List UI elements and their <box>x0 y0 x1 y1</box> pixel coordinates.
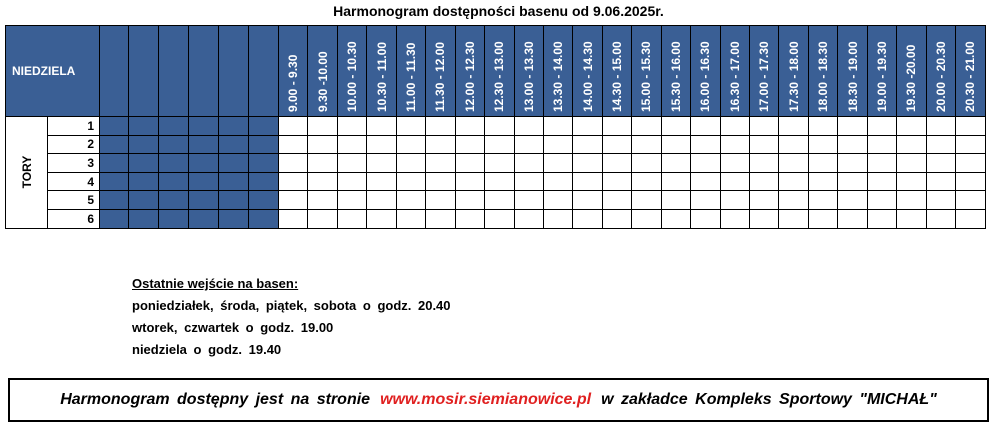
availability-cell <box>926 135 955 154</box>
lane-row <box>6 209 986 228</box>
availability-cell <box>720 191 749 210</box>
availability-cell <box>691 135 720 154</box>
availability-cell <box>926 154 955 173</box>
availability-cell <box>455 135 484 154</box>
time-slot-label: 20.30 - 21.00 <box>963 41 978 112</box>
time-slot-header <box>367 26 396 117</box>
time-slot-label: 12.30 - 13.00 <box>492 41 507 112</box>
notes-line: poniedziałek, środa, piątek, sobota o godz. 20.40 <box>132 298 451 313</box>
time-slot-header <box>956 26 985 117</box>
time-slot-label: 19.30 -20.00 <box>904 44 919 112</box>
time-slot-label: 9.30 -10.00 <box>315 51 330 112</box>
availability-cell <box>279 191 308 210</box>
availability-cell <box>455 117 484 136</box>
availability-cell <box>691 172 720 191</box>
blocked-cell <box>219 117 249 136</box>
availability-cell <box>485 117 514 136</box>
time-slot-header <box>779 26 808 117</box>
blocked-cell <box>219 154 249 173</box>
availability-cell <box>279 209 308 228</box>
availability-cell <box>337 135 366 154</box>
blocked-cell <box>100 172 129 191</box>
availability-cell <box>956 191 985 210</box>
availability-cell <box>720 154 749 173</box>
time-slot-header <box>308 26 337 117</box>
availability-cell <box>632 154 661 173</box>
availability-cell <box>691 191 720 210</box>
blocked-header-cell <box>249 26 279 117</box>
blocked-cell <box>159 135 189 154</box>
availability-cell <box>779 172 808 191</box>
time-slot-label: 14.30 - 15.00 <box>610 41 625 112</box>
availability-cell <box>308 209 337 228</box>
availability-cell <box>279 135 308 154</box>
availability-cell <box>750 209 779 228</box>
time-slot-header <box>455 26 484 117</box>
availability-cell <box>367 135 396 154</box>
lane-row <box>6 135 986 154</box>
availability-cell <box>691 154 720 173</box>
time-slot-header <box>838 26 867 117</box>
availability-cell <box>750 135 779 154</box>
availability-cell <box>779 191 808 210</box>
time-slot-header <box>720 26 749 117</box>
blocked-header-cell <box>129 26 159 117</box>
availability-cell <box>691 209 720 228</box>
availability-cell <box>926 172 955 191</box>
availability-cell <box>396 191 425 210</box>
availability-cell <box>838 117 867 136</box>
blocked-cell <box>129 154 159 173</box>
lane-row <box>6 154 986 173</box>
availability-cell <box>573 209 602 228</box>
availability-cell <box>808 209 837 228</box>
time-slot-header <box>279 26 308 117</box>
availability-cell <box>485 191 514 210</box>
time-slot-label: 15.00 - 15.30 <box>639 41 654 112</box>
availability-cell <box>720 172 749 191</box>
availability-cell <box>956 117 985 136</box>
day-label: NIEDZIELA <box>6 26 100 117</box>
availability-cell <box>543 209 572 228</box>
lanes-label-text: TORY <box>19 155 34 189</box>
time-slot-label: 12.00 - 12.30 <box>462 41 477 112</box>
time-slot-label: 13.30 - 14.00 <box>551 41 566 112</box>
blocked-cell <box>249 117 279 136</box>
availability-cell <box>661 154 690 173</box>
availability-cell <box>897 135 926 154</box>
availability-cell <box>367 154 396 173</box>
blocked-cell <box>129 117 159 136</box>
blocked-cell <box>219 209 249 228</box>
time-slot-label: 10.30 - 11.00 <box>374 41 389 112</box>
footer-text-before: Harmonogram dostępny jest na stronie <box>60 391 371 408</box>
time-slot-header <box>573 26 602 117</box>
time-slot-label: 11.30 - 12.00 <box>433 41 448 112</box>
availability-cell <box>337 172 366 191</box>
availability-cell <box>455 191 484 210</box>
availability-cell <box>514 117 543 136</box>
availability-cell <box>337 154 366 173</box>
blocked-cell <box>189 209 219 228</box>
notes-heading: Ostatnie wejście na basen: <box>132 276 299 291</box>
lane-number: 3 <box>48 154 100 173</box>
availability-cell <box>750 191 779 210</box>
blocked-cell <box>249 191 279 210</box>
availability-cell <box>308 154 337 173</box>
time-slot-label: 9.00 - 9.30 <box>286 54 301 112</box>
availability-cell <box>455 209 484 228</box>
availability-cell <box>779 135 808 154</box>
availability-cell <box>897 154 926 173</box>
availability-cell <box>779 209 808 228</box>
availability-cell <box>956 172 985 191</box>
availability-cell <box>867 209 896 228</box>
time-slot-label: 11.00 - 11.30 <box>403 42 418 112</box>
availability-cell <box>808 135 837 154</box>
blocked-cell <box>100 191 129 210</box>
availability-cell <box>426 191 455 210</box>
time-slot-header <box>867 26 896 117</box>
lane-row <box>6 117 986 136</box>
lane-number: 4 <box>48 172 100 191</box>
last-entry-notes <box>132 273 451 361</box>
time-slot-label: 18.00 - 18.30 <box>816 41 831 112</box>
availability-cell <box>602 191 631 210</box>
availability-cell <box>779 117 808 136</box>
blocked-cell <box>100 154 129 173</box>
availability-cell <box>514 154 543 173</box>
availability-cell <box>367 209 396 228</box>
availability-cell <box>602 209 631 228</box>
time-slot-header <box>750 26 779 117</box>
blocked-cell <box>249 172 279 191</box>
time-slot-header <box>602 26 631 117</box>
availability-cell <box>661 191 690 210</box>
lane-row <box>6 191 986 210</box>
availability-cell <box>750 172 779 191</box>
availability-cell <box>396 154 425 173</box>
blocked-cell <box>219 135 249 154</box>
availability-cell <box>396 209 425 228</box>
availability-cell <box>661 209 690 228</box>
availability-cell <box>514 209 543 228</box>
availability-cell <box>867 135 896 154</box>
time-slot-header <box>337 26 366 117</box>
availability-cell <box>808 191 837 210</box>
footer-box <box>8 378 989 422</box>
availability-cell <box>514 172 543 191</box>
availability-cell <box>279 172 308 191</box>
time-slot-label: 16.30 - 17.00 <box>727 41 742 112</box>
availability-cell <box>897 117 926 136</box>
availability-cell <box>426 209 455 228</box>
time-slot-header <box>808 26 837 117</box>
time-slot-header <box>632 26 661 117</box>
blocked-header-cell <box>159 26 189 117</box>
time-slot-label: 16.00 - 16.30 <box>698 41 713 112</box>
time-slot-label: 14.00 - 14.30 <box>580 41 595 112</box>
availability-cell <box>455 154 484 173</box>
blocked-cell <box>100 117 129 136</box>
blocked-cell <box>189 191 219 210</box>
page-title: Harmonogram dostępności basenu od 9.06.2025r. <box>333 3 664 19</box>
availability-cell <box>750 154 779 173</box>
availability-cell <box>543 117 572 136</box>
availability-cell <box>838 154 867 173</box>
availability-cell <box>956 154 985 173</box>
availability-cell <box>867 117 896 136</box>
availability-cell <box>367 172 396 191</box>
blocked-cell <box>219 172 249 191</box>
availability-cell <box>367 191 396 210</box>
availability-cell <box>602 117 631 136</box>
availability-cell <box>514 191 543 210</box>
availability-cell <box>543 135 572 154</box>
availability-cell <box>485 172 514 191</box>
availability-cell <box>426 117 455 136</box>
availability-cell <box>632 191 661 210</box>
time-slot-header <box>691 26 720 117</box>
availability-cell <box>455 172 484 191</box>
time-slot-label: 19.00 - 19.30 <box>874 41 889 112</box>
notes-line: niedziela o godz. 19.40 <box>132 342 282 357</box>
blocked-cell <box>189 135 219 154</box>
blocked-cell <box>159 172 189 191</box>
website-link[interactable]: www.mosir.siemianowice.pl <box>380 391 592 408</box>
availability-cell <box>867 191 896 210</box>
availability-cell <box>543 172 572 191</box>
availability-cell <box>573 117 602 136</box>
availability-cell <box>308 191 337 210</box>
availability-cell <box>720 209 749 228</box>
blocked-cell <box>129 209 159 228</box>
footer-text-after: w zakładce Kompleks Sportowy "MICHAŁ" <box>601 391 937 408</box>
availability-cell <box>396 117 425 136</box>
lanes-label <box>6 117 48 229</box>
blocked-cell <box>159 154 189 173</box>
lane-number: 2 <box>48 135 100 154</box>
time-slot-header <box>897 26 926 117</box>
time-slot-header <box>514 26 543 117</box>
time-slot-header <box>485 26 514 117</box>
availability-cell <box>926 209 955 228</box>
availability-cell <box>308 172 337 191</box>
availability-cell <box>308 135 337 154</box>
availability-cell <box>632 209 661 228</box>
blocked-cell <box>159 209 189 228</box>
availability-cell <box>426 135 455 154</box>
blocked-header-cell <box>100 26 129 117</box>
availability-cell <box>897 191 926 210</box>
availability-cell <box>632 135 661 154</box>
availability-cell <box>573 135 602 154</box>
availability-cell <box>720 117 749 136</box>
availability-cell <box>543 191 572 210</box>
availability-cell <box>838 135 867 154</box>
blocked-cell <box>249 154 279 173</box>
blocked-header-cell <box>219 26 249 117</box>
availability-cell <box>602 172 631 191</box>
availability-cell <box>720 135 749 154</box>
time-slot-header <box>543 26 572 117</box>
availability-cell <box>956 209 985 228</box>
blocked-header-cell <box>189 26 219 117</box>
availability-cell <box>573 154 602 173</box>
availability-cell <box>485 209 514 228</box>
availability-cell <box>308 117 337 136</box>
availability-cell <box>543 154 572 173</box>
time-slot-label: 20.00 - 20.30 <box>933 41 948 112</box>
availability-cell <box>897 209 926 228</box>
availability-cell <box>426 154 455 173</box>
availability-cell <box>926 191 955 210</box>
availability-cell <box>691 117 720 136</box>
lane-number: 6 <box>48 209 100 228</box>
time-slot-header <box>396 26 425 117</box>
availability-cell <box>661 135 690 154</box>
blocked-cell <box>189 172 219 191</box>
availability-cell <box>396 172 425 191</box>
blocked-cell <box>219 191 249 210</box>
time-slot-label: 13.00 - 13.30 <box>521 41 536 112</box>
availability-cell <box>779 154 808 173</box>
blocked-cell <box>189 154 219 173</box>
schedule-table <box>5 25 986 229</box>
notes-line: wtorek, czwartek o godz. 19.00 <box>132 320 334 335</box>
availability-cell <box>485 154 514 173</box>
blocked-cell <box>129 172 159 191</box>
blocked-cell <box>159 117 189 136</box>
availability-cell <box>573 172 602 191</box>
availability-cell <box>661 117 690 136</box>
availability-cell <box>426 172 455 191</box>
availability-cell <box>838 172 867 191</box>
availability-cell <box>867 154 896 173</box>
availability-cell <box>867 172 896 191</box>
availability-cell <box>602 135 631 154</box>
availability-cell <box>396 135 425 154</box>
availability-cell <box>632 117 661 136</box>
time-slot-header <box>926 26 955 117</box>
blocked-cell <box>129 135 159 154</box>
lane-number: 5 <box>48 191 100 210</box>
availability-cell <box>367 117 396 136</box>
lane-number: 1 <box>48 117 100 136</box>
time-slot-label: 17.00 - 17.30 <box>757 41 772 112</box>
availability-cell <box>279 154 308 173</box>
blocked-cell <box>249 209 279 228</box>
blocked-cell <box>249 135 279 154</box>
availability-cell <box>808 154 837 173</box>
blocked-cell <box>129 191 159 210</box>
availability-cell <box>602 154 631 173</box>
blocked-cell <box>100 209 129 228</box>
availability-cell <box>337 209 366 228</box>
blocked-cell <box>189 117 219 136</box>
availability-cell <box>838 191 867 210</box>
time-slot-header <box>661 26 690 117</box>
availability-cell <box>897 172 926 191</box>
availability-cell <box>279 117 308 136</box>
availability-cell <box>337 191 366 210</box>
time-slot-label: 18.30 - 19.00 <box>845 41 860 112</box>
availability-cell <box>956 135 985 154</box>
availability-cell <box>808 117 837 136</box>
time-slot-label: 17.30 - 18.00 <box>786 41 801 112</box>
availability-cell <box>485 135 514 154</box>
availability-cell <box>337 117 366 136</box>
availability-cell <box>661 172 690 191</box>
availability-cell <box>632 172 661 191</box>
time-slot-label: 15.30 - 16.00 <box>668 41 683 112</box>
time-slot-label: 10.00 - 10.30 <box>345 41 360 112</box>
availability-cell <box>926 117 955 136</box>
blocked-cell <box>159 191 189 210</box>
availability-cell <box>750 117 779 136</box>
availability-cell <box>808 172 837 191</box>
lane-row <box>6 172 986 191</box>
blocked-cell <box>100 135 129 154</box>
availability-cell <box>573 191 602 210</box>
availability-cell <box>838 209 867 228</box>
time-slot-header <box>426 26 455 117</box>
availability-cell <box>514 135 543 154</box>
